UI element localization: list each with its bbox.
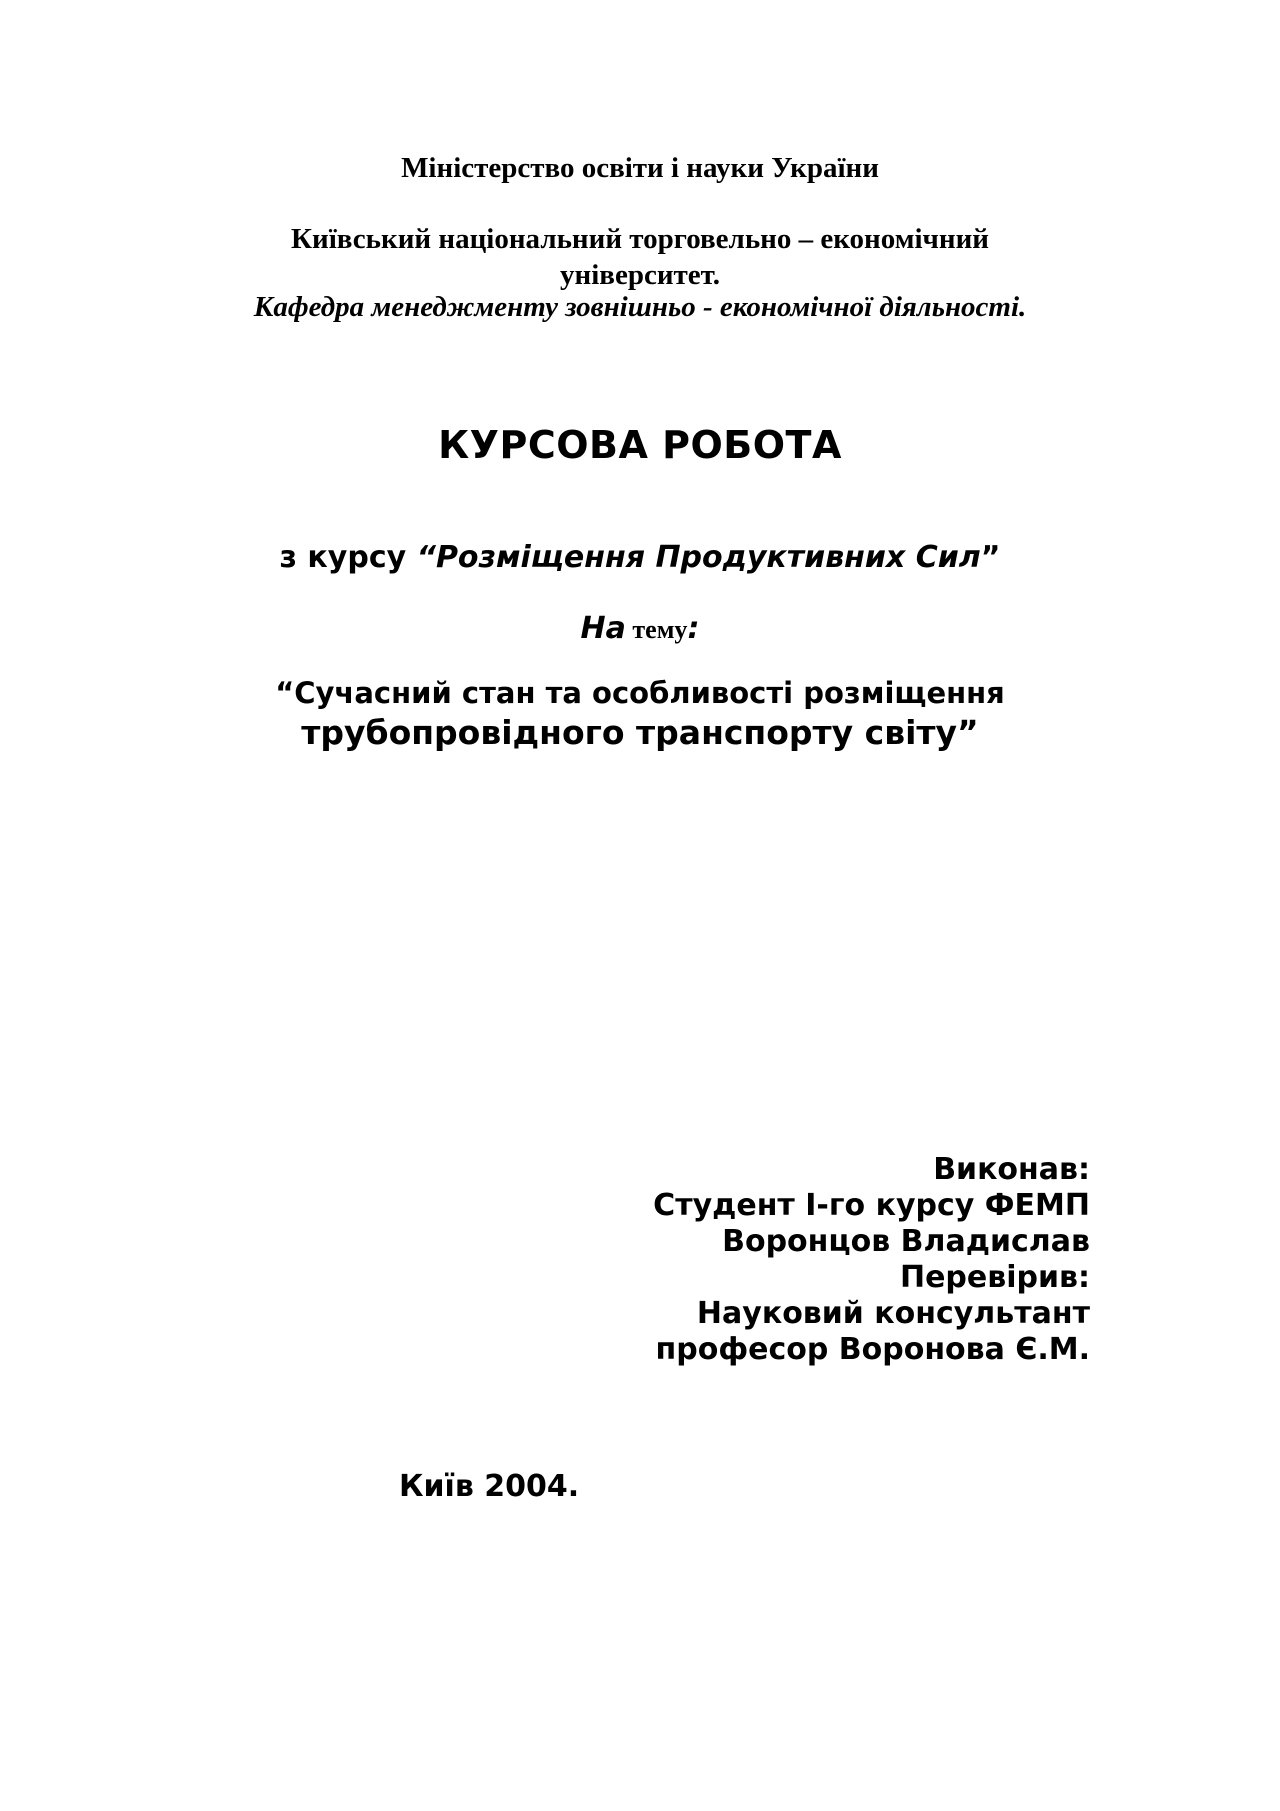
topic-label — [0, 611, 1280, 646]
city-year: Київ 2004. — [399, 1469, 580, 1504]
credits-block — [653, 1152, 1090, 1368]
topic-prefix-na: На — [580, 611, 626, 646]
document-type-heading: КУРСОВА РОБОТА — [438, 423, 842, 467]
theme-title — [0, 673, 1280, 753]
checked-by-label: Перевірив: — [899, 1260, 1090, 1295]
performed-by-label: Виконав: — [933, 1152, 1090, 1187]
university-name — [0, 221, 1280, 293]
course-prefix: з курсу — [279, 540, 417, 575]
theme-title-line1: “Сучасний стан та особливості розміщення — [275, 676, 1005, 710]
topic-colon: : — [687, 611, 700, 646]
department-name: Кафедра менеджменту зовнішньо - економічної діяльності. — [253, 291, 1027, 323]
course-open-quote: “ — [416, 540, 436, 575]
theme-title-line2: трубопровідного транспорту світу” — [301, 713, 979, 752]
university-name-line2: університет. — [560, 259, 720, 291]
student-info: Студент І-го курсу ФЕМП — [653, 1188, 1090, 1223]
student-name: Воронцов Владислав — [722, 1224, 1090, 1259]
course-name: Розміщення Продуктивних Сил — [435, 540, 981, 575]
advisor-role: Науковий консультант — [696, 1296, 1090, 1331]
ministry-name: Міністерство освіти і науки України — [401, 152, 879, 184]
course-close-quote: ” — [980, 540, 1001, 575]
course-line — [0, 540, 1280, 575]
university-name-line1: Київський національний торговельно – економічний — [290, 223, 990, 255]
advisor-name: професор Воронова Є.М. — [655, 1332, 1090, 1367]
topic-prefix-temu: тему — [625, 615, 688, 644]
